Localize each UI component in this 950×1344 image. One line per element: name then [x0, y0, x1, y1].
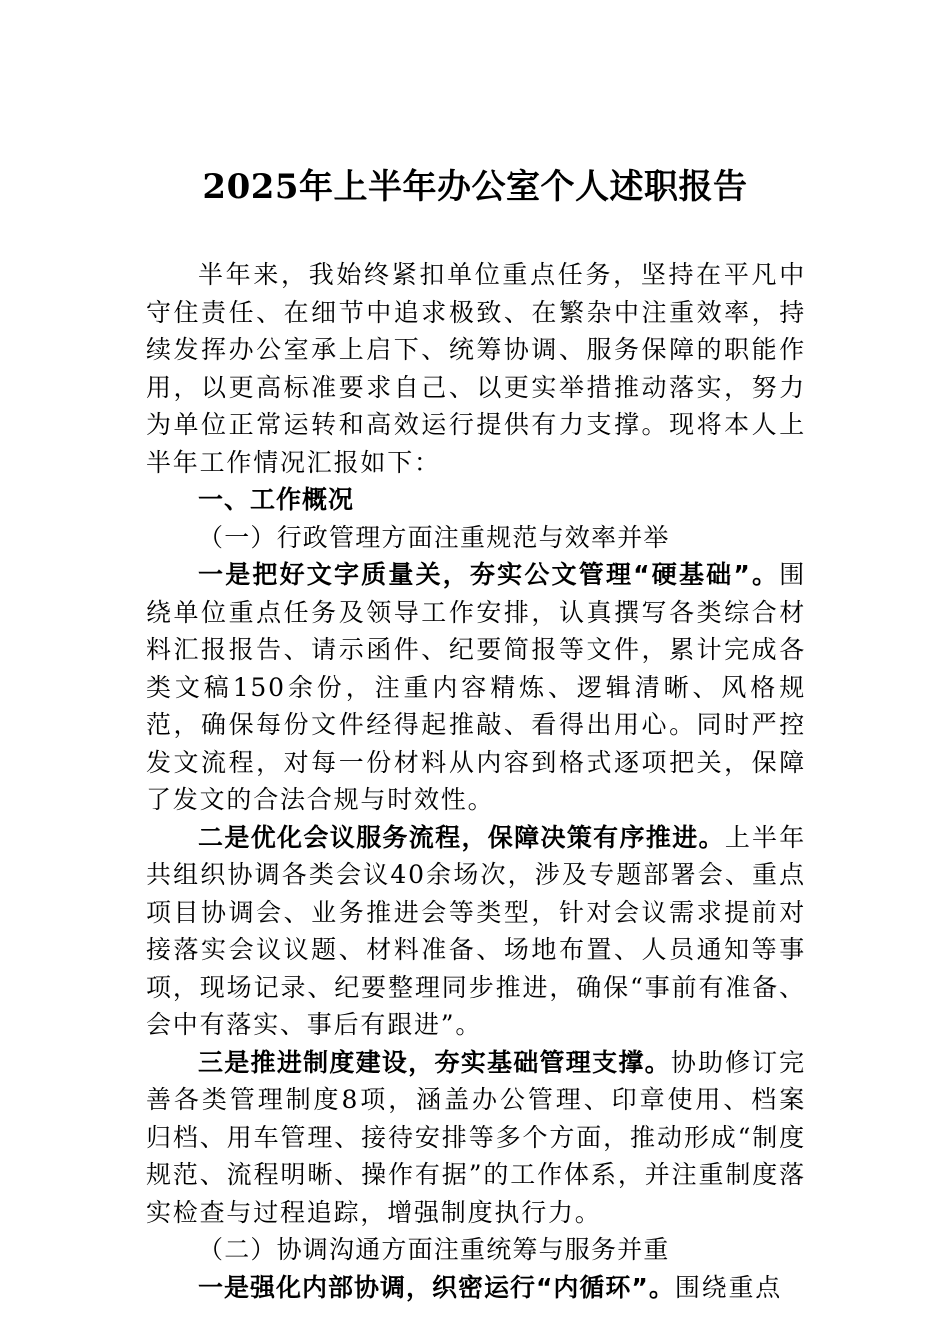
paragraph-lead: 三是推进制度建设，夯实基础管理支撑。: [198, 1047, 671, 1077]
paragraph-lead: 一是强化内部协调，织密运行“内循环”。: [198, 1272, 675, 1302]
paragraph-internal-coordination: [146, 1269, 806, 1307]
paragraph-body: 上半年共组织协调各类会议40余场次，涉及专题部署会、重点项目协调会、业务推进会等类型，针对会议需求提前对接落实会议议题、材料准备、场地布置、人员通知等事项，现场记录、纪要整理同步推进，确保“事前有准备、会中有落实、事后有跟进”。: [146, 822, 806, 1039]
paragraph-lead: 二是优化会议服务流程，保障决策有序推进。: [198, 822, 725, 852]
paragraph-body: 围绕单位重点任务及领导工作安排，认真撰写各类综合材料汇报报告、请示函件、纪要简报等文件，累计完成各类文稿150余份，注重内容精炼、逻辑清晰、风格规范，确保每份文件经得起推敲、看得出用心。同时严控发文流程，对每一份材料从内容到格式逐项把关，保障了发文的合法合规与时效性。: [146, 560, 806, 814]
section-heading-work-overview: 一、工作概况: [198, 485, 355, 514]
subsection-heading-coordination: （二）协调沟通方面注重统筹与服务并重: [198, 1235, 670, 1264]
paragraph-document-management: [146, 556, 806, 819]
document-body: [146, 256, 806, 1306]
document-title: 2025年上半年办公室个人述职报告: [202, 167, 748, 207]
paragraph-system-building: [146, 1044, 806, 1232]
intro-paragraph: 半年来，我始终紧扣单位重点任务，坚持在平凡中守住责任、在细节中追求极致、在繁杂中注重效率，持续发挥办公室承上启下、统筹协调、服务保障的职能作用，以更高标准要求自己、以更实举措推动落实，努力为单位正常运转和高效运行提供有力支撑。现将本人上半年工作情况汇报如下：: [146, 260, 806, 477]
paragraph-lead: 一是把好文字质量关，夯实公文管理“硬基础”。: [198, 560, 780, 589]
paragraph-meeting-service: [146, 819, 806, 1044]
paragraph-body: 围绕重点: [674, 1272, 783, 1302]
paragraph-body: 协助修订完善各类管理制度8项，涵盖办公管理、印章使用、档案归档、用车管理、接待安排等多个方面，推动形成“制度规范、流程明晰、操作有据”的工作体系，并注重制度落实检查与过程追踪，增强制度执行力。: [146, 1047, 806, 1227]
subsection-heading-administration: （一）行政管理方面注重规范与效率并举: [198, 522, 670, 552]
